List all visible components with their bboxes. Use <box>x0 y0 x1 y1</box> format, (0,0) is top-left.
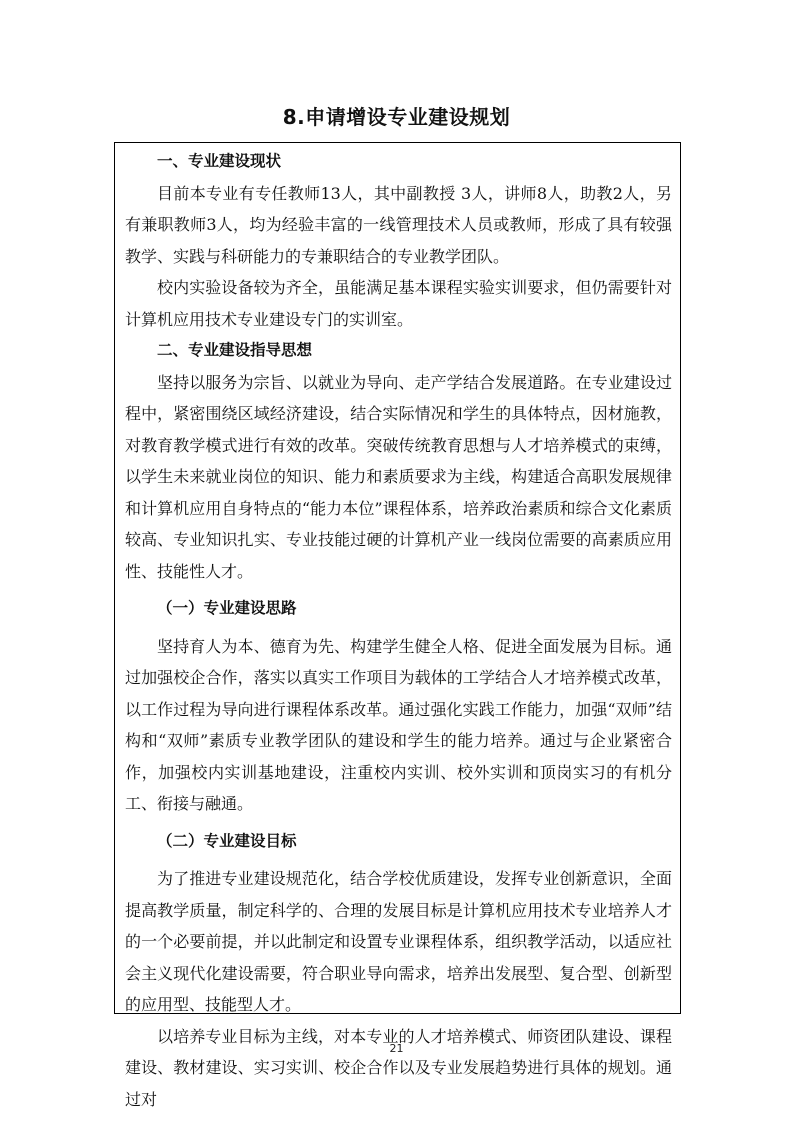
section-heading-goals: （二）专业建设目标 <box>157 831 297 850</box>
paragraph-goals: 为了推进专业建设规范化，结合学校优质建设，发挥专业创新意识，全面提高教学质量，制定科学的、合理的发展目标是计算机应用技术专业培养人才的一个必要前提，并以此制定和设置专业课程体系，组织教学活动，以适应社会主义现代化建设需要，符合职业导向需求，培养出发展型、复合型、创新型的应用型、技能型人才。 <box>125 869 672 1014</box>
paragraph-equipment: 校内实验设备较为齐全，虽能满足基本课程实验实训要求，但仍需要针对计算机应用技术专业建设专门的实训室。 <box>125 278 672 329</box>
section-heading-approach: （一）专业建设思路 <box>157 599 297 617</box>
paragraph-planning: 以培养专业目标为主线，对本专业的人才培养模式、师资团队建设、课程建设、教材建设、实习实训、校企合作以及专业发展趋势进行具体的规划。通过对 <box>125 1026 672 1109</box>
paragraph-approach: 坚持育人为本、德育为先、构建学生健全人格、促进全面发展为目标。通过加强校企合作，落实以真实工作项目为载体的工学结合人才培养模式改革，以工作过程为导向进行课程体系改革。通过强化实践工作能力，加强“双师”结构和“双师”素质专业教学团队的建设和学生的能力培养。通过与企业紧密合作，加强校内实训基地建设，注重校内实训、校外实训和顶岗实习的有机分工、衔接与融通。 <box>125 636 672 813</box>
section-heading-status: 一、专业建设现状 <box>157 152 282 170</box>
paragraph-staff: 目前本专业有专任教师13人，其中副教授 3人，讲师8人，助教2人，另有兼职教师3人，均为经验丰富的一线管理技术人员或教师，形成了具有较强教学、实践与科研能力的专兼职结合的专业教学团队。 <box>125 183 672 266</box>
document-body <box>125 146 672 1115</box>
paragraph-guiding-ideology: 坚持以服务为宗旨、以就业为导向、走产学结合发展道路。在专业建设过程中，紧密围绕区域经济建设，结合实际情况和学生的具体特点，因材施教，对教育教学模式进行有效的改革。突破传统教育思想与人才培养模式的束缚，以学生未来就业岗位的知识、能力和素质要求为主线，构建适合高职发展规律和计算机应用自身特点的“能力本位”课程体系，培养政治素质和综合文化素质较高、专业知识扎实、专业技能过硬的计算机产业一线岗位需要的高素质应用性、技能性人才。 <box>125 372 672 581</box>
page-number: 21 <box>389 1042 404 1055</box>
page-title: 8.申请增设专业建设规划 <box>282 105 511 129</box>
section-heading-guiding-ideology: 二、专业建设指导思想 <box>157 341 313 359</box>
